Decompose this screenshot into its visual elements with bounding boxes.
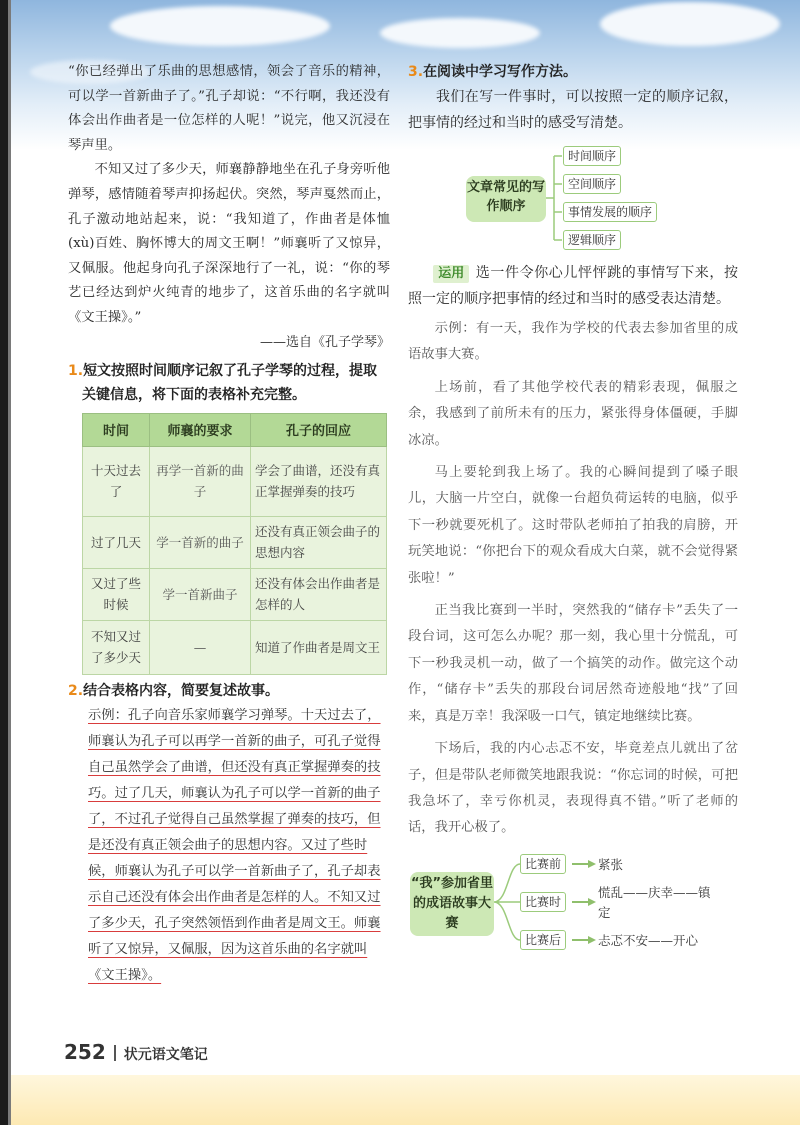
example-answer-text: 示例：孔子向音乐家师襄学习弹琴。十天过去了，师襄认为孔子可以再学一首新的曲子，可孔子觉得自己虽然学会了曲谱，但还没有真正掌握弹奏的技巧。过了几天，师襄认为孔子可以学一首新的曲子了，不过孔子觉得自己虽然掌握了弹奏的技巧，但是还没有真正领会曲子的思想内容。又过了些时候，师襄认为孔子可以学一首新曲子了，孔子却表示自己还没有体会出作曲者是怎样的人。不知又过了多少天，孔子突然领悟到作曲者是周文王。师襄听了又惊异，又佩服，因为这首乐曲的名字就叫《文王操》。 — [88, 707, 381, 983]
writing-order-diagram — [408, 142, 738, 254]
table-header-response: 孔子的回应 — [251, 413, 387, 446]
book-title: 状元语文笔记 — [123, 1047, 208, 1063]
table-cell-time: 不知又过了多少天 — [83, 620, 150, 674]
table-cell-request: 再学一首新的曲子 — [150, 446, 251, 516]
question-3 — [408, 60, 738, 84]
table-cell-request: 学一首新的曲子 — [150, 516, 251, 568]
table-row — [83, 620, 387, 674]
question-2 — [68, 679, 390, 703]
stage-feeling: 紧张 — [598, 856, 624, 872]
footer-band — [0, 1075, 800, 1125]
diagram-item: 事情发展的顺序 — [563, 202, 657, 222]
intro-paragraph-2: 不知又过了多少天，师襄静静地坐在孔子身旁听他弹琴，感情随着琴声抑扬起伏。突然，琴声戛然而止，孔子激动地站起来，说：“我知道了，作曲者是体恤(xù)百姓、胸怀博大的周文王啊！”师襄听了又惊异，又佩服。他起身向孔子深深地行了一礼，说：“你的琴艺已经达到炉火纯青的地步了，这首乐曲的名字就叫《文王操》。” — [68, 162, 390, 325]
table-header-request: 师襄的要求 — [150, 413, 251, 446]
contest-mind-map — [408, 852, 738, 952]
mind-map-center: “我”参加省里的成语故事大赛 — [410, 872, 494, 936]
page-edge — [0, 0, 8, 1125]
table-cell-response: 知道了作曲者是周文王 — [251, 620, 387, 674]
stage-label: 比赛后 — [520, 930, 566, 950]
diagram-item: 逻辑顺序 — [563, 230, 621, 250]
footer-divider — [114, 1045, 116, 1061]
table-cell-time: 十天过去了 — [83, 446, 150, 516]
table-cell-request: 学一首新曲子 — [150, 568, 251, 620]
question-2-number: 2. — [68, 682, 84, 699]
diagram-item: 时间顺序 — [563, 146, 621, 166]
table-cell-response: 还没有真正领会曲子的思想内容 — [251, 516, 387, 568]
sample-paragraph: 示例：有一天，我作为学校的代表去参加省里的成语故事大赛。 — [408, 321, 738, 363]
apply-text: 选一件令你心儿怦怦跳的事情写下来，按照一定的顺序把事情的经过和当时的感受表达清楚。 — [408, 265, 738, 307]
page-edge-shadow — [8, 0, 11, 1125]
sample-paragraph: 下场后，我的内心忐忑不安，毕竟差点儿就出了岔子，但是带队老师微笑地跟我说：“你忘词的时候，可把我急坏了，幸亏你机灵，表现得真不错。”听了老师的话，我开心极了。 — [408, 741, 738, 836]
sample-paragraph: 马上要轮到我上场了。我的心瞬间提到了嗓子眼儿，大脑一片空白，就像一台超负荷运转的电脑，似乎下一秒就要死机了。这时带队老师拍了拍我的肩膀，开玩笑地说：“你把台下的观众看成大白菜，就不会觉得紧张啦！” — [408, 465, 738, 586]
stage-feeling: 慌乱——庆幸——镇定 — [598, 884, 711, 920]
intro-paragraph-1: “你已经弹出了乐曲的思想感情，领会了音乐的精神，可以学一首新曲子了。”孔子却说：“不行啊，我还没有体会出作曲者是一位怎样的人呢！”说完，他又沉浸在琴声里。 — [68, 64, 390, 153]
stage-label: 比赛前 — [520, 854, 566, 874]
apply-paragraph — [408, 260, 738, 312]
table-row — [83, 446, 387, 516]
table-cell-response: 学会了曲谱，还没有真正掌握弹奏的技巧 — [251, 446, 387, 516]
right-column — [408, 60, 738, 952]
table-header-time: 时间 — [83, 413, 150, 446]
question-3-text: 在阅读中学习写作方法。 — [423, 64, 578, 80]
question-2-text: 结合表格内容，简要复述故事。 — [83, 682, 280, 699]
table-row — [83, 516, 387, 568]
sample-paragraph: 上场前，看了其他学校代表的精彩表现，佩服之余，我感到了前所未有的压力，紧张得身体僵硬，手脚冰凉。 — [408, 379, 738, 448]
source-citation: ——选自《孔子学琴》 — [259, 334, 390, 350]
question-1-number: 1. — [68, 362, 84, 379]
table-cell-response: 还没有体会出作曲者是怎样的人 — [251, 568, 387, 620]
method-paragraph: 我们在写一件事时，可以按照一定的顺序记叙，把事情的经过和当时的感受写清楚。 — [408, 89, 738, 131]
question-1-text: 短文按照时间顺序记叙了孔子学琴的过程，提取关键信息，将下面的表格补充完整。 — [82, 362, 378, 403]
sample-paragraph: 正当我比赛到一半时，突然我的“储存卡”丢失了一段台词，这可怎么办呢？那一刻，我心里十分慌乱，可下一秒我灵机一动，做了一个搞笑的动作。做完这个动作，“储存卡”丢失的那段台词居然奇迹般地“找”了回来，真是万幸！我深吸一口气，镇定地继续比赛。 — [408, 603, 738, 724]
page-number: 252 — [64, 1040, 106, 1064]
apply-tag: 运用 — [433, 265, 469, 283]
question-1 — [68, 359, 390, 407]
info-table — [82, 413, 387, 675]
table-row — [83, 568, 387, 620]
left-column — [68, 60, 390, 989]
diagram-center-box: 文章常见的写作顺序 — [466, 176, 546, 222]
question-3-number: 3. — [408, 64, 424, 80]
page-footer — [64, 1040, 208, 1064]
table-cell-time: 又过了些时候 — [83, 568, 150, 620]
table-cell-time: 过了几天 — [83, 516, 150, 568]
stage-feeling: 忐忑不安——开心 — [598, 932, 699, 948]
diagram-item: 空间顺序 — [563, 174, 621, 194]
stage-label: 比赛时 — [520, 892, 566, 912]
example-answer — [88, 703, 390, 989]
table-cell-request: — — [150, 620, 251, 674]
sample-essay — [408, 316, 738, 842]
